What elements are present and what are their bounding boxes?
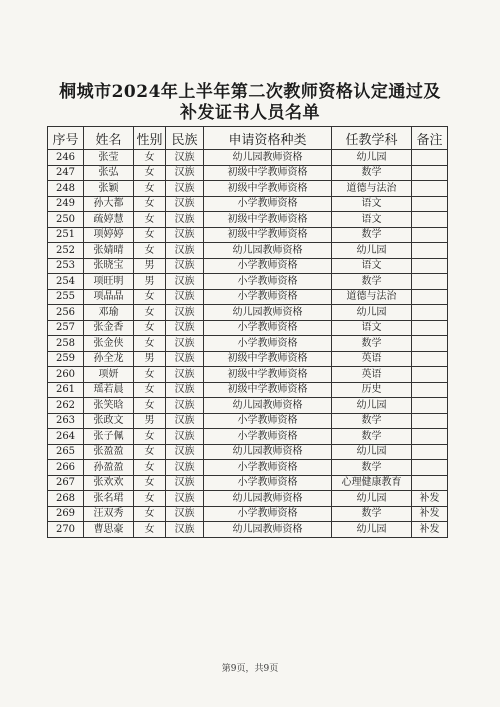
cell-seq: 248 (48, 181, 84, 197)
cell-ethnicity: 汉族 (166, 165, 204, 181)
cell-seq: 263 (48, 413, 84, 429)
cell-name: 张莹 (84, 150, 134, 166)
cell-ethnicity: 汉族 (166, 491, 204, 507)
cell-qualification: 小学教师资格 (204, 320, 332, 336)
table-row (48, 243, 448, 259)
cell-seq: 266 (48, 460, 84, 476)
cell-ethnicity: 汉族 (166, 351, 204, 367)
cell-sex: 女 (134, 150, 166, 166)
cell-sex: 女 (134, 506, 166, 522)
cell-ethnicity: 汉族 (166, 258, 204, 274)
cell-sex: 女 (134, 243, 166, 259)
cell-subject: 心理健康教育 (332, 475, 412, 491)
table-row (48, 227, 448, 243)
cell-sex: 女 (134, 429, 166, 445)
table-row (48, 336, 448, 352)
cell-subject: 语文 (332, 196, 412, 212)
cell-name: 邓瑜 (84, 305, 134, 321)
cell-subject: 语文 (332, 320, 412, 336)
cell-note (412, 243, 448, 259)
cell-qualification: 初级中学教师资格 (204, 165, 332, 181)
header-sex: 性别 (134, 127, 166, 150)
cell-subject: 幼儿园 (332, 522, 412, 538)
cell-name: 项婷婷 (84, 227, 134, 243)
cell-note (412, 429, 448, 445)
header-subject: 任教学科 (332, 127, 412, 150)
cell-ethnicity: 汉族 (166, 289, 204, 305)
cell-sex: 女 (134, 398, 166, 414)
table-row (48, 522, 448, 538)
cell-name: 张笑晗 (84, 398, 134, 414)
cell-seq: 251 (48, 227, 84, 243)
cell-name: 张政文 (84, 413, 134, 429)
cell-sex: 女 (134, 367, 166, 383)
cell-note (412, 165, 448, 181)
table-row (48, 491, 448, 507)
cell-seq: 254 (48, 274, 84, 290)
cell-qualification: 幼儿园教师资格 (204, 305, 332, 321)
cell-subject: 数学 (332, 506, 412, 522)
page-footer: 第9页，共9页 (221, 664, 279, 674)
cell-ethnicity: 汉族 (166, 429, 204, 445)
page-title-line-2: 补发证书人员名单 (180, 103, 320, 123)
table-row (48, 367, 448, 383)
cell-name: 曹思豪 (84, 522, 134, 538)
cell-qualification: 小学教师资格 (204, 336, 332, 352)
cell-ethnicity: 汉族 (166, 274, 204, 290)
table-row (48, 413, 448, 429)
table-header-row (48, 127, 448, 150)
cell-note (412, 367, 448, 383)
cell-qualification: 初级中学教师资格 (204, 181, 332, 197)
cell-name: 孙全龙 (84, 351, 134, 367)
cell-sex: 男 (134, 258, 166, 274)
cell-sex: 男 (134, 274, 166, 290)
cell-subject: 幼儿园 (332, 444, 412, 460)
cell-subject: 道德与法治 (332, 289, 412, 305)
cell-ethnicity: 汉族 (166, 181, 204, 197)
cell-seq: 260 (48, 367, 84, 383)
cell-qualification: 幼儿园教师资格 (204, 444, 332, 460)
cell-qualification: 初级中学教师资格 (204, 367, 332, 383)
cell-qualification: 初级中学教师资格 (204, 212, 332, 228)
cell-ethnicity: 汉族 (166, 336, 204, 352)
cell-name: 张金香 (84, 320, 134, 336)
cell-name: 张名珺 (84, 491, 134, 507)
cell-ethnicity: 汉族 (166, 320, 204, 336)
table-row (48, 150, 448, 166)
cell-sex: 女 (134, 475, 166, 491)
cell-sex: 女 (134, 305, 166, 321)
cell-note (412, 351, 448, 367)
cell-qualification: 幼儿园教师资格 (204, 150, 332, 166)
cell-sex: 女 (134, 212, 166, 228)
cell-sex: 女 (134, 196, 166, 212)
cell-ethnicity: 汉族 (166, 227, 204, 243)
cell-name: 张颖 (84, 181, 134, 197)
cell-seq: 259 (48, 351, 84, 367)
table-row (48, 398, 448, 414)
cell-subject: 数学 (332, 227, 412, 243)
table-row (48, 351, 448, 367)
cell-qualification: 小学教师资格 (204, 289, 332, 305)
cell-sex: 女 (134, 227, 166, 243)
cell-note (412, 475, 448, 491)
header-qualification: 申请资格种类 (204, 127, 332, 150)
cell-note (412, 320, 448, 336)
cell-note (412, 150, 448, 166)
cell-name: 汪双秀 (84, 506, 134, 522)
table-row (48, 258, 448, 274)
table-row (48, 444, 448, 460)
cell-qualification: 小学教师资格 (204, 258, 332, 274)
cell-seq: 246 (48, 150, 84, 166)
cell-seq: 256 (48, 305, 84, 321)
table-row (48, 460, 448, 476)
cell-ethnicity: 汉族 (166, 506, 204, 522)
cell-note: 补发 (412, 522, 448, 538)
cell-seq: 269 (48, 506, 84, 522)
cell-sex: 女 (134, 460, 166, 476)
header-name: 姓名 (84, 127, 134, 150)
cell-name: 瑶若晨 (84, 382, 134, 398)
cell-subject: 数学 (332, 274, 412, 290)
cell-ethnicity: 汉族 (166, 444, 204, 460)
cell-name: 张弘 (84, 165, 134, 181)
cell-seq: 253 (48, 258, 84, 274)
cell-sex: 女 (134, 320, 166, 336)
cell-ethnicity: 汉族 (166, 522, 204, 538)
cell-subject: 幼儿园 (332, 243, 412, 259)
cell-sex: 女 (134, 336, 166, 352)
header-note: 备注 (412, 127, 448, 150)
cell-ethnicity: 汉族 (166, 460, 204, 476)
cell-note (412, 444, 448, 460)
cell-seq: 265 (48, 444, 84, 460)
cell-sex: 女 (134, 491, 166, 507)
cell-sex: 男 (134, 351, 166, 367)
cell-note (412, 336, 448, 352)
cell-note (412, 382, 448, 398)
cell-ethnicity: 汉族 (166, 305, 204, 321)
table-row (48, 475, 448, 491)
cell-qualification: 小学教师资格 (204, 429, 332, 445)
cell-ethnicity: 汉族 (166, 196, 204, 212)
cell-seq: 270 (48, 522, 84, 538)
cell-name: 张欢欢 (84, 475, 134, 491)
cell-subject: 幼儿园 (332, 491, 412, 507)
cell-ethnicity: 汉族 (166, 413, 204, 429)
cell-sex: 女 (134, 165, 166, 181)
table-row (48, 382, 448, 398)
cell-note (412, 398, 448, 414)
cell-subject: 语文 (332, 212, 412, 228)
table-row (48, 274, 448, 290)
cell-note (412, 274, 448, 290)
cell-ethnicity: 汉族 (166, 382, 204, 398)
cell-subject: 数学 (332, 460, 412, 476)
cell-ethnicity: 汉族 (166, 212, 204, 228)
cell-sex: 女 (134, 522, 166, 538)
cell-qualification: 初级中学教师资格 (204, 227, 332, 243)
cell-note (412, 212, 448, 228)
cell-qualification: 幼儿园教师资格 (204, 522, 332, 538)
cell-seq: 258 (48, 336, 84, 352)
cell-subject: 幼儿园 (332, 398, 412, 414)
cell-name: 孙大都 (84, 196, 134, 212)
table-row (48, 181, 448, 197)
table-row (48, 165, 448, 181)
cell-name: 项妍 (84, 367, 134, 383)
cell-qualification: 小学教师资格 (204, 196, 332, 212)
cell-note: 补发 (412, 506, 448, 522)
page-title-line-1: 桐城市2024年上半年第二次教师资格认定通过及 (59, 82, 441, 102)
cell-seq: 264 (48, 429, 84, 445)
cell-name: 张婧晴 (84, 243, 134, 259)
cell-subject: 语文 (332, 258, 412, 274)
cell-sex: 男 (134, 413, 166, 429)
cell-qualification: 幼儿园教师资格 (204, 398, 332, 414)
cell-seq: 252 (48, 243, 84, 259)
cell-name: 张晓宝 (84, 258, 134, 274)
cell-qualification: 小学教师资格 (204, 475, 332, 491)
table-row (48, 429, 448, 445)
cell-name: 项晶晶 (84, 289, 134, 305)
cell-subject: 数学 (332, 413, 412, 429)
cell-seq: 250 (48, 212, 84, 228)
cell-qualification: 小学教师资格 (204, 506, 332, 522)
cell-subject: 幼儿园 (332, 305, 412, 321)
table-row (48, 289, 448, 305)
cell-seq: 257 (48, 320, 84, 336)
cell-sex: 女 (134, 444, 166, 460)
table-row (48, 212, 448, 228)
cell-subject: 数学 (332, 165, 412, 181)
roster-table (47, 126, 448, 538)
cell-subject: 历史 (332, 382, 412, 398)
table-row (48, 305, 448, 321)
cell-seq: 267 (48, 475, 84, 491)
cell-sex: 女 (134, 181, 166, 197)
cell-qualification: 小学教师资格 (204, 460, 332, 476)
cell-ethnicity: 汉族 (166, 367, 204, 383)
table-row (48, 320, 448, 336)
cell-qualification: 小学教师资格 (204, 413, 332, 429)
cell-note (412, 413, 448, 429)
cell-name: 张金侠 (84, 336, 134, 352)
cell-subject: 英语 (332, 367, 412, 383)
cell-ethnicity: 汉族 (166, 150, 204, 166)
cell-note (412, 460, 448, 476)
header-ethnicity: 民族 (166, 127, 204, 150)
cell-subject: 数学 (332, 336, 412, 352)
cell-name: 张子佩 (84, 429, 134, 445)
cell-seq: 247 (48, 165, 84, 181)
cell-sex: 女 (134, 382, 166, 398)
cell-subject: 幼儿园 (332, 150, 412, 166)
cell-ethnicity: 汉族 (166, 475, 204, 491)
cell-name: 孙盈盈 (84, 460, 134, 476)
cell-subject: 英语 (332, 351, 412, 367)
cell-note (412, 196, 448, 212)
cell-qualification: 初级中学教师资格 (204, 382, 332, 398)
table-row (48, 506, 448, 522)
cell-qualification: 小学教师资格 (204, 274, 332, 290)
cell-seq: 262 (48, 398, 84, 414)
cell-seq: 261 (48, 382, 84, 398)
cell-qualification: 幼儿园教师资格 (204, 243, 332, 259)
cell-note (412, 258, 448, 274)
cell-name: 项旺明 (84, 274, 134, 290)
cell-note (412, 181, 448, 197)
cell-qualification: 初级中学教师资格 (204, 351, 332, 367)
cell-seq: 255 (48, 289, 84, 305)
cell-note (412, 289, 448, 305)
cell-ethnicity: 汉族 (166, 243, 204, 259)
cell-ethnicity: 汉族 (166, 398, 204, 414)
cell-sex: 女 (134, 289, 166, 305)
cell-name: 疏婷慧 (84, 212, 134, 228)
cell-subject: 道德与法治 (332, 181, 412, 197)
cell-subject: 数学 (332, 429, 412, 445)
cell-note (412, 305, 448, 321)
cell-note (412, 227, 448, 243)
cell-note: 补发 (412, 491, 448, 507)
cell-name: 张盈盈 (84, 444, 134, 460)
table-row (48, 196, 448, 212)
cell-seq: 268 (48, 491, 84, 507)
cell-qualification: 幼儿园教师资格 (204, 491, 332, 507)
cell-seq: 249 (48, 196, 84, 212)
header-seq: 序号 (48, 127, 84, 150)
